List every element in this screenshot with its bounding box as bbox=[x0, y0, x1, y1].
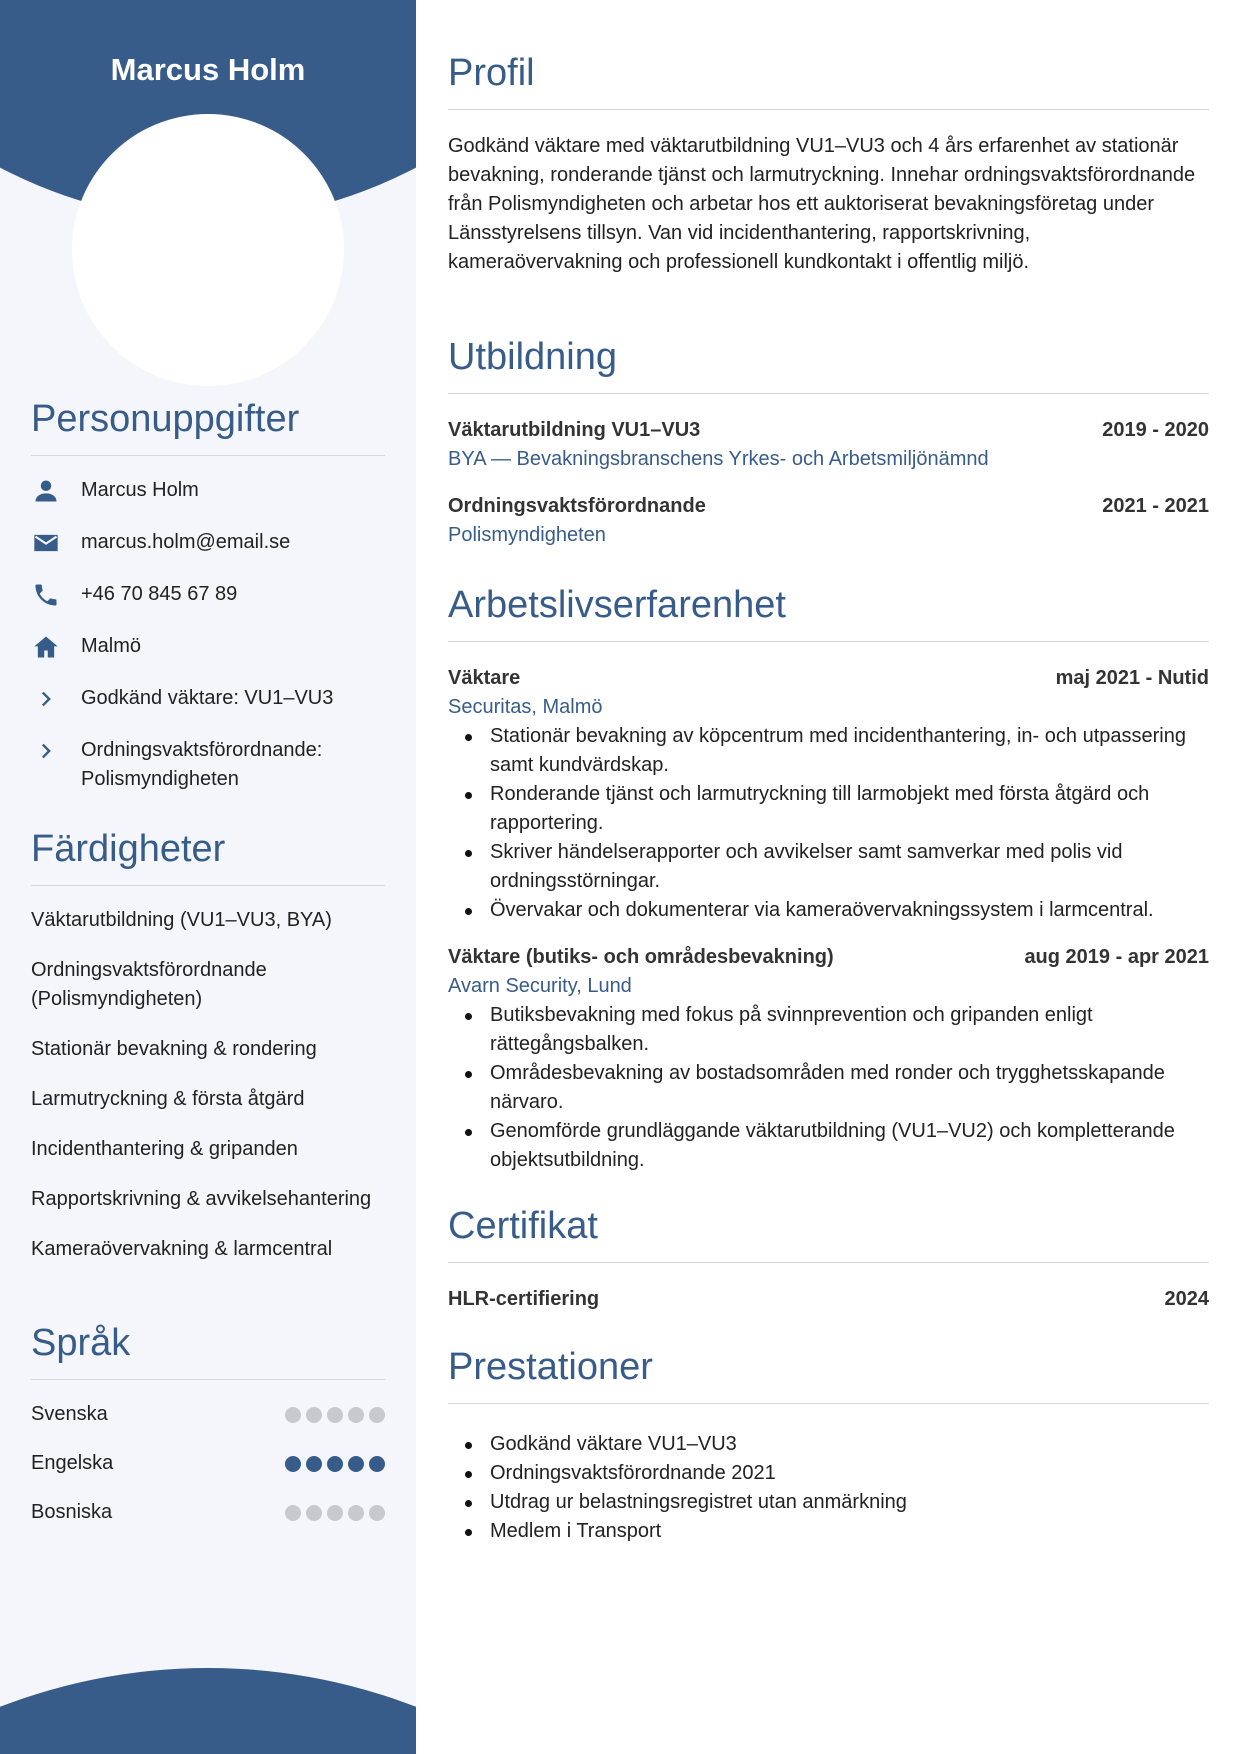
language-level-dot bbox=[285, 1407, 301, 1423]
contact-email-text[interactable]: marcus.holm@email.se bbox=[81, 531, 291, 553]
language-name: Engelska bbox=[31, 1452, 114, 1474]
education-org: Polismyndigheten bbox=[448, 524, 606, 546]
language-level-dot bbox=[348, 1407, 364, 1423]
achievement-item: Utdrag ur belastningsregistret utan anmärkning bbox=[448, 1488, 1209, 1517]
contact-certification-text: Godkänd väktare: VU1–VU3 bbox=[81, 687, 334, 709]
language-level-dot bbox=[348, 1456, 364, 1472]
language-item bbox=[31, 1498, 385, 1527]
language-level-dot bbox=[285, 1505, 301, 1521]
job-bullet: Genomförde grundläggande väktarutbildning (VU1–VU2) och kompletterande objektsutbildning. bbox=[448, 1117, 1209, 1175]
chevron-right-icon bbox=[31, 684, 61, 713]
achievements-heading: Prestationer bbox=[448, 1346, 1209, 1404]
profile-photo bbox=[72, 114, 344, 386]
language-level bbox=[285, 1407, 385, 1423]
contact-authorization-text: Ordningsvaktsförordnande: Polismyndigheten bbox=[81, 739, 323, 790]
language-level-dot bbox=[306, 1505, 322, 1521]
language-level-dot bbox=[327, 1456, 343, 1472]
skill-item: Stationär bevakning & rondering bbox=[31, 1038, 317, 1060]
language-level-dot bbox=[369, 1407, 385, 1423]
phone-icon bbox=[31, 580, 61, 609]
sidebar bbox=[0, 0, 416, 1754]
language-level bbox=[285, 1505, 385, 1521]
achievements-section bbox=[448, 1346, 1209, 1546]
experience-heading: Arbetslivserfarenhet bbox=[448, 584, 1209, 642]
achievement-item: Ordningsvaktsförordnande 2021 bbox=[448, 1459, 1209, 1488]
job-bullet: Stationär bevakning av köpcentrum med incidenthantering, in- och utpassering samt kundvärdskap. bbox=[448, 722, 1209, 780]
certificate-entry bbox=[448, 1285, 1209, 1314]
profile-text: Godkänd väktare med väktarutbildning VU1–VU3 och 4 års erfarenhet av stationär bevakning, ronderande tjänst och larmutryckning. Innehar ordningsvaktsförordnande från Polismyndigheten och arbetar hos ett auktoriserat bevakningsföretag under Länsstyrelsens tillsyn. Van vid incidenthantering, rapportskrivning, kameraövervakning och professionell kundkontakt i offentlig miljö. bbox=[448, 135, 1196, 273]
person-icon bbox=[31, 476, 61, 505]
education-date: 2019 - 2020 bbox=[1102, 419, 1209, 441]
job-bullets bbox=[448, 722, 1209, 925]
education-title: Väktarutbildning VU1–VU3 bbox=[448, 419, 701, 441]
skill-item: Incidenthantering & gripanden bbox=[31, 1138, 298, 1160]
job-date: aug 2019 - apr 2021 bbox=[1024, 946, 1209, 968]
chevron-right-icon bbox=[31, 736, 61, 765]
language-level-dot bbox=[285, 1456, 301, 1472]
profile-section bbox=[448, 52, 1209, 277]
certificates-section bbox=[448, 1205, 1209, 1332]
contact-location-text: Malmö bbox=[81, 635, 142, 657]
contact-name bbox=[31, 476, 385, 505]
job-date: maj 2021 - Nutid bbox=[1055, 667, 1209, 689]
contact-authorization bbox=[31, 736, 385, 794]
home-icon bbox=[31, 632, 61, 661]
achievement-item: Godkänd väktare VU1–VU3 bbox=[448, 1430, 1209, 1459]
contact-email bbox=[31, 528, 385, 557]
certificate-title: HLR-certifiering bbox=[448, 1288, 600, 1310]
contact-certification bbox=[31, 684, 385, 713]
education-date: 2021 - 2021 bbox=[1102, 495, 1209, 517]
job-bullet: Områdesbevakning av bostadsområden med ronder och trygghetsskapande närvaro. bbox=[448, 1059, 1209, 1117]
job-title: Väktare (butiks- och områdesbevakning) bbox=[448, 946, 834, 968]
education-entry bbox=[448, 492, 1209, 550]
language-level-dot bbox=[327, 1505, 343, 1521]
achievement-item: Medlem i Transport bbox=[448, 1517, 1209, 1546]
skill-item: Kameraövervakning & larmcentral bbox=[31, 1238, 333, 1260]
skill-item: Rapportskrivning & avvikelsehantering bbox=[31, 1188, 372, 1210]
email-icon bbox=[31, 528, 61, 557]
candidate-name: Marcus Holm bbox=[110, 52, 306, 87]
job-employer: Securitas, Malmö bbox=[448, 696, 603, 718]
language-level-dot bbox=[327, 1407, 343, 1423]
language-level-dot bbox=[369, 1505, 385, 1521]
contact-list bbox=[31, 476, 385, 794]
language-level-dot bbox=[306, 1407, 322, 1423]
contact-name-text: Marcus Holm bbox=[81, 479, 199, 501]
languages-section bbox=[31, 1322, 385, 1547]
education-entry bbox=[448, 416, 1209, 474]
personal-info-section bbox=[31, 398, 385, 817]
contact-phone bbox=[31, 580, 385, 609]
education-section bbox=[448, 336, 1209, 568]
skills-section bbox=[31, 828, 385, 1285]
skill-list bbox=[31, 906, 385, 1264]
language-level bbox=[285, 1456, 385, 1472]
skill-item: Larmutryckning & första åtgärd bbox=[31, 1088, 305, 1110]
experience-entry bbox=[448, 943, 1209, 1175]
job-bullet: Ronderande tjänst och larmutryckning till larmobjekt med första åtgärd och rapportering. bbox=[448, 780, 1209, 838]
skills-heading: Färdigheter bbox=[31, 828, 385, 886]
job-employer: Avarn Security, Lund bbox=[448, 975, 632, 997]
language-name: Bosniska bbox=[31, 1501, 113, 1523]
education-heading: Utbildning bbox=[448, 336, 1209, 394]
language-level-dot bbox=[369, 1456, 385, 1472]
language-name: Svenska bbox=[31, 1403, 108, 1425]
skill-item: Ordningsvaktsförordnande (Polismyndigheten) bbox=[31, 959, 267, 1010]
profile-heading: Profil bbox=[448, 52, 1209, 110]
job-bullet: Skriver händelserapporter och avvikelser samt samverkar med polis vid ordningsstörningar. bbox=[448, 838, 1209, 896]
job-bullet: Butiksbevakning med fokus på svinnprevention och gripanden enligt rättegångsbalken. bbox=[448, 1001, 1209, 1059]
skill-item: Väktarutbildning (VU1–VU3, BYA) bbox=[31, 909, 332, 931]
language-level-dot bbox=[306, 1456, 322, 1472]
contact-phone-text[interactable]: +46 70 845 67 89 bbox=[81, 583, 238, 605]
education-org: BYA — Bevakningsbranschens Yrkes- och Arbetsmiljönämnd bbox=[448, 448, 989, 470]
job-bullets bbox=[448, 1001, 1209, 1175]
education-title: Ordningsvaktsförordnande bbox=[448, 495, 706, 517]
certificate-date: 2024 bbox=[1164, 1288, 1209, 1310]
sidebar-footer-shape bbox=[0, 1668, 416, 1754]
language-item bbox=[31, 1449, 385, 1478]
contact-location bbox=[31, 632, 385, 661]
job-bullet: Övervakar och dokumenterar via kameraövervakningssystem i larmcentral. bbox=[448, 896, 1209, 925]
achievement-list bbox=[448, 1430, 1209, 1546]
personal-info-heading: Personuppgifter bbox=[31, 398, 385, 456]
language-item bbox=[31, 1400, 385, 1429]
languages-heading: Språk bbox=[31, 1322, 385, 1380]
experience-section bbox=[448, 584, 1209, 1193]
experience-entry bbox=[448, 664, 1209, 925]
language-level-dot bbox=[348, 1505, 364, 1521]
job-title: Väktare bbox=[448, 667, 521, 689]
certificates-heading: Certifikat bbox=[448, 1205, 1209, 1263]
